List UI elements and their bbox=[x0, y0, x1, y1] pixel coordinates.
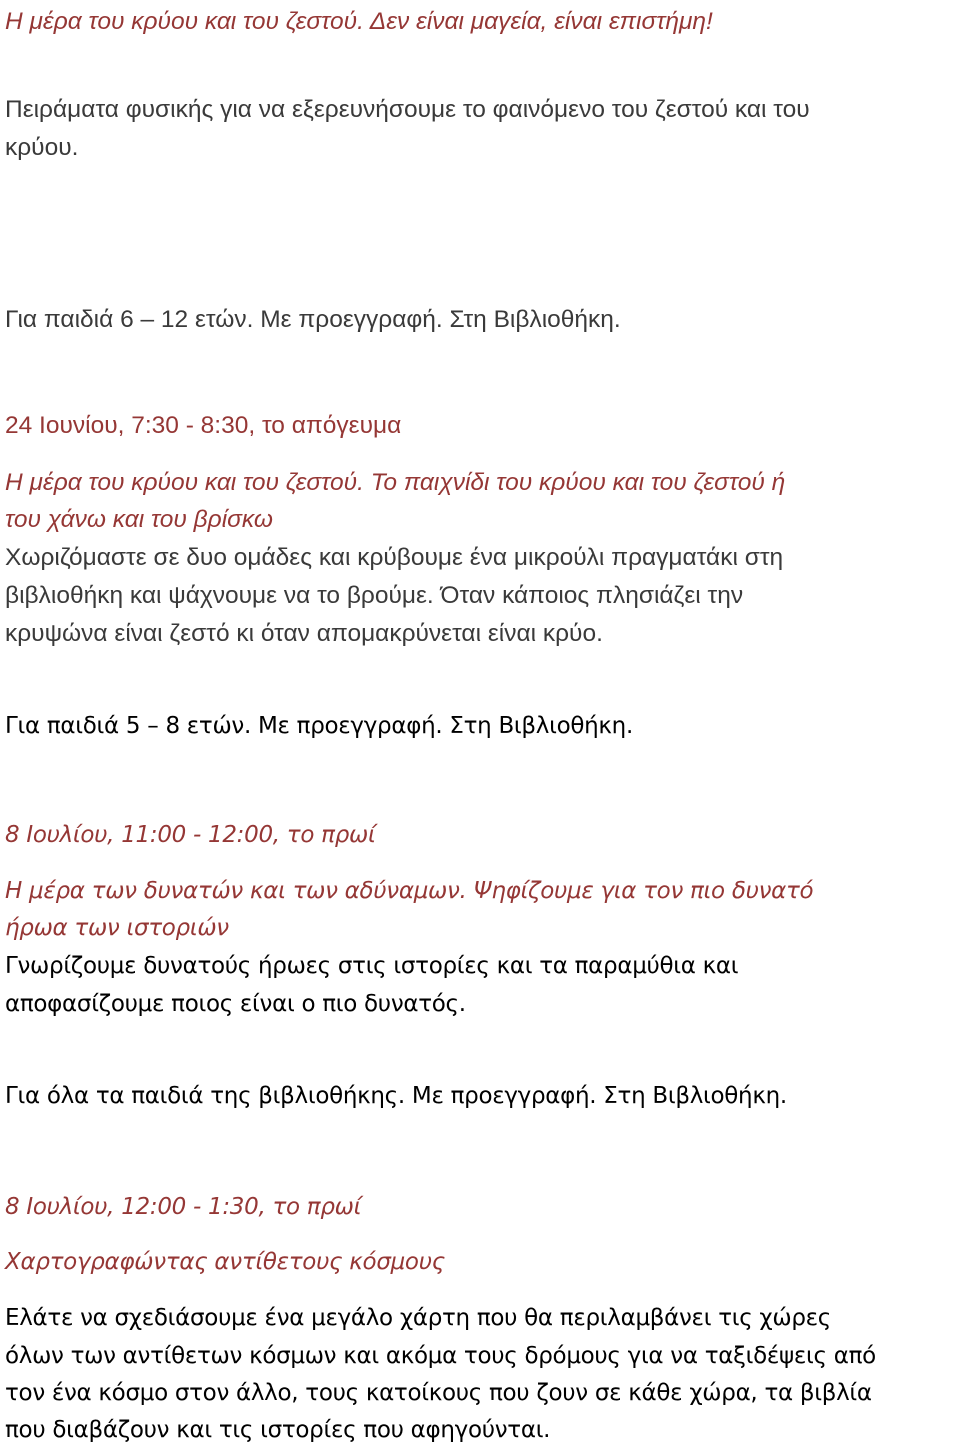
event-audience: Για παιδιά 5 – 8 ετών. Με προεγγραφή. Στη Βιβλιοθήκη. bbox=[5, 713, 633, 739]
event-title-line: Η μέρα των δυνατών και των αδύναμων. Ψηφίζουμε για τον πιο δυνατό bbox=[5, 878, 814, 904]
event-title-line: Η μέρα του κρύου και του ζεστού. Το παιχνίδι του κρύου και του ζεστού ή bbox=[5, 469, 786, 496]
event-description-line: Χωριζόμαστε σε δυο ομάδες και κρύβουμε ένα μικρούλι πραγματάκι στη bbox=[5, 544, 784, 571]
event-description-line: κρυψώνα είναι ζεστό κι όταν απομακρύνεται είναι κρύο. bbox=[5, 620, 603, 647]
event-description-line: τον ένα κόσμο στον άλλο, τους κατοίκους που ζουν σε κάθε χώρα, τα βιβλία bbox=[5, 1380, 872, 1406]
event-date: 24 Ιουνίου, 7:30 - 8:30, το απόγευμα bbox=[5, 412, 402, 439]
event-description-line: που διαβάζουν και τις ιστορίες που αφηγούνται. bbox=[5, 1417, 551, 1443]
event-description-line: Γνωρίζουμε δυνατούς ήρωες στις ιστορίες και τα παραμύθια και bbox=[5, 953, 739, 979]
intro-description-line: κρύου. bbox=[5, 134, 79, 161]
event-description-line: αποφασίζουμε ποιος είναι ο πιο δυνατός. bbox=[5, 991, 466, 1017]
event-description-line: Ελάτε να σχεδιάσουμε ένα μεγάλο χάρτη που θα περιλαμβάνει τις χώρες bbox=[5, 1305, 832, 1331]
intro-description-line: Πειράματα φυσικής για να εξερευνήσουμε το φαινόμενο του ζεστού και του bbox=[5, 96, 810, 123]
event-description-line: όλων των αντίθετων κόσμων και ακόμα τους δρόμους για να ταξιδέψεις από bbox=[5, 1343, 876, 1369]
event-title-line: του χάνω και του βρίσκω bbox=[5, 506, 273, 533]
intro-title: Η μέρα του κρύου και του ζεστού. Δεν είναι μαγεία, είναι επιστήμη! bbox=[5, 8, 713, 35]
intro-audience: Για παιδιά 6 – 12 ετών. Με προεγγραφή. Στη Βιβλιοθήκη. bbox=[5, 306, 621, 333]
event-title-line: ήρωα των ιστοριών bbox=[5, 915, 229, 941]
event-title-line: Χαρτογραφώντας αντίθετους κόσμους bbox=[5, 1249, 445, 1275]
event-date: 8 Ιουλίου, 11:00 - 12:00, το πρωί bbox=[5, 822, 376, 848]
event-date: 8 Ιουλίου, 12:00 - 1:30, το πρωί bbox=[5, 1194, 362, 1220]
event-description-line: βιβλιοθήκη και ψάχνουμε να το βρούμε. Όταν κάποιος πλησιάζει την bbox=[5, 582, 744, 609]
event-audience: Για όλα τα παιδιά της βιβλιοθήκης. Με προεγγραφή. Στη Βιβλιοθήκη. bbox=[5, 1083, 787, 1109]
